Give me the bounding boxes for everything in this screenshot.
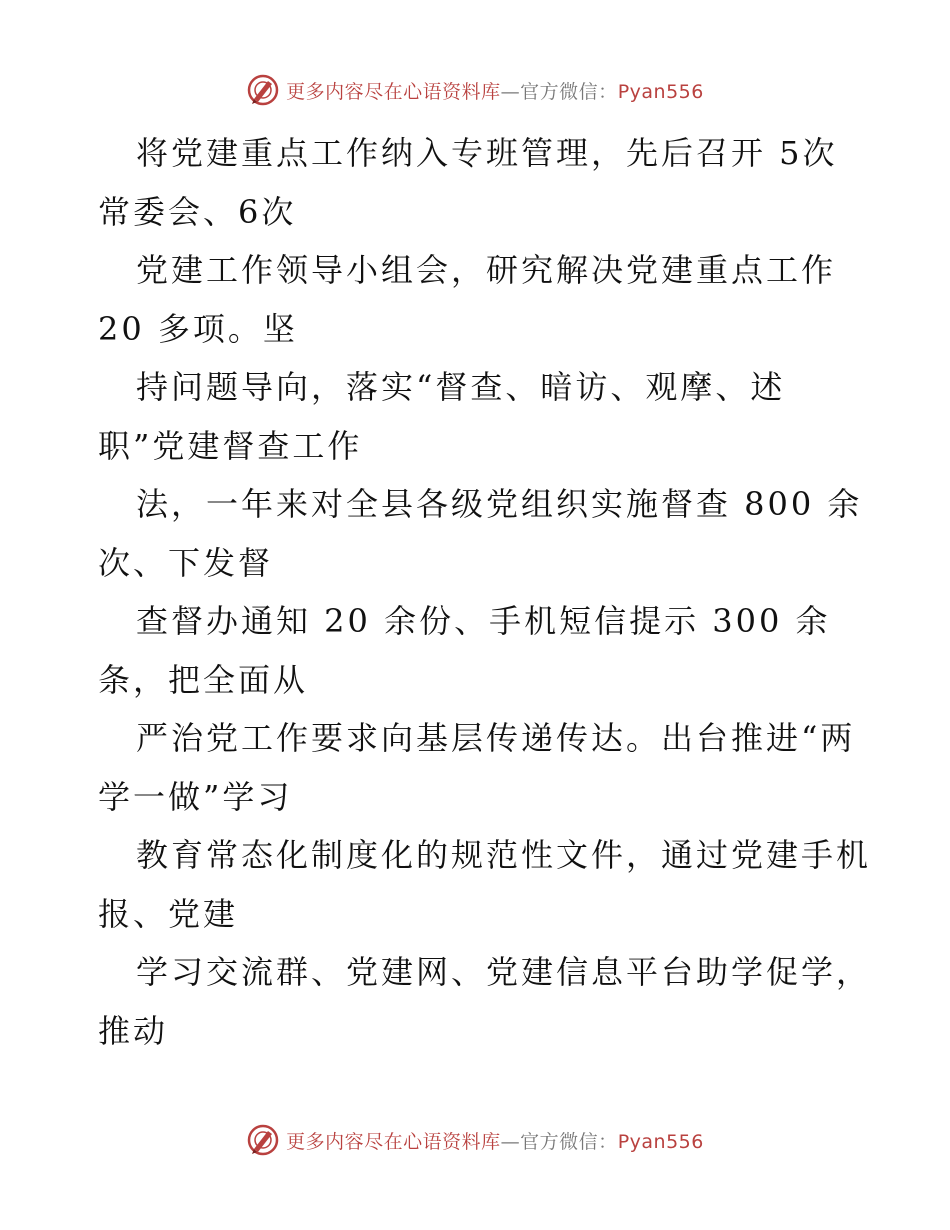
- body-line: 次、下发督: [98, 543, 274, 582]
- pen-logo-icon: [246, 1123, 280, 1157]
- watermark-text: [286, 77, 704, 104]
- document-body: [98, 124, 888, 1060]
- watermark-main: 更多内容尽在心语资料库: [286, 80, 501, 103]
- body-line: 持问题导向，落实“督查、暗访、观摩、述: [136, 368, 786, 406]
- body-line: 查督办通知 20 余份、手机短信提示 300 余: [136, 602, 831, 640]
- body-line: 报、党建: [98, 894, 239, 933]
- watermark-main: 更多内容尽在心语资料库: [286, 1130, 501, 1153]
- pen-logo-icon: [246, 73, 280, 107]
- footer-watermark: [0, 1120, 950, 1160]
- watermark-separator: —官方微信：: [500, 80, 618, 103]
- body-line: 严治党工作要求向基层传递传达。出台推进“两: [136, 719, 856, 757]
- watermark-separator: —官方微信：: [500, 1130, 618, 1153]
- body-line: 学一做”学习: [98, 777, 293, 816]
- body-line: 常委会、6次: [98, 192, 297, 231]
- body-line: 职”党建督查工作: [98, 426, 363, 465]
- header-watermark: [0, 70, 950, 110]
- body-line: 将党建重点工作纳入专班管理，先后召开 5次: [136, 134, 838, 172]
- watermark-wechat-id: Pyan556: [617, 1130, 704, 1153]
- body-line: 条，把全面从: [98, 660, 309, 699]
- body-line: 教育常态化制度化的规范性文件，通过党建手机: [136, 836, 872, 874]
- watermark-text: [286, 1127, 704, 1154]
- body-line: 20 多项。坚: [98, 309, 298, 348]
- body-line: 推动: [98, 1011, 169, 1050]
- body-line: 党建工作领导小组会，研究解决党建重点工作: [136, 251, 837, 289]
- body-line: 学习交流群、党建网、党建信息平台助学促学，: [136, 953, 872, 991]
- body-line: 法，一年来对全县各级党组织实施督查 800 余: [136, 485, 863, 523]
- watermark-wechat-id: Pyan556: [617, 80, 704, 103]
